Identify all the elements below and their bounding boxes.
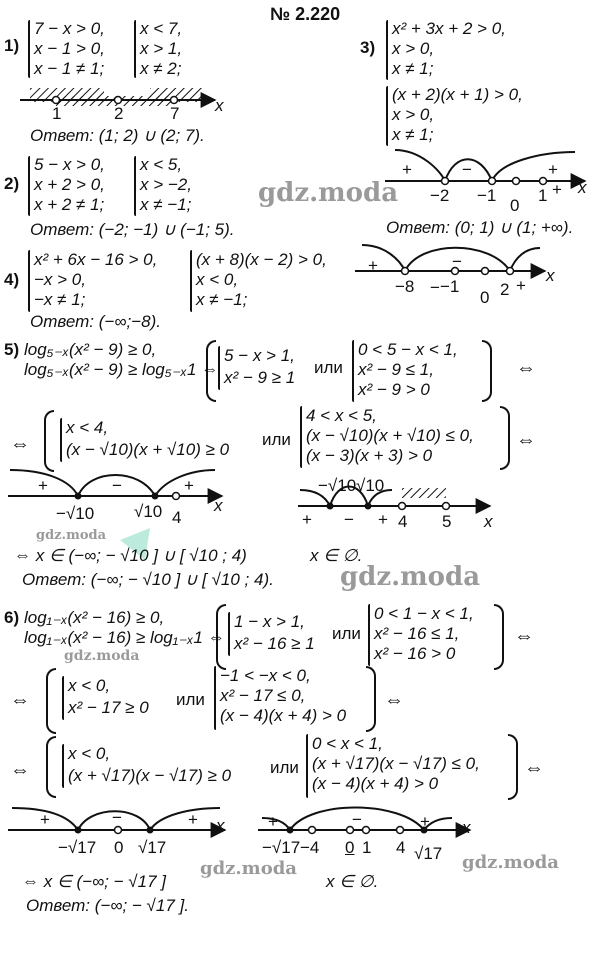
part-6-line-1: log₁₋ₓ(x² − 16) ≥ 0, [24,608,165,627]
part-3-sys-a-2: x > 0, [392,39,435,58]
part-3-sys-b-3: x ≠ 1; [392,125,434,144]
part-5-left-tick-2: √10 [134,502,163,521]
part-6-right-axis: x [462,818,471,837]
part-4-sys-b-3: x ≠ −1; [196,290,248,309]
part-3-axis-label: x [578,178,587,197]
part-6-sys-c-1: x < 0, [68,676,111,695]
part-3-tick-1: −2 [430,186,450,205]
part-6-left-sign-1: + [40,810,50,829]
part-6-sys-e-1: x < 0, [68,744,111,763]
part-3-number: 3) [360,38,376,57]
watermark-5: gdz.moda [200,858,297,879]
part-1-sys-b-2: x > 1, [140,39,183,58]
part-4-sys-a-3: −x ≠ 1; [34,290,86,309]
part-5-sys-a-1: 5 − x > 1, [224,346,295,365]
part-1-axis-label: x [215,96,224,115]
part-5-number: 5) [4,340,20,359]
part-5-sys-c-1: x < 4, [66,418,109,437]
part-6-or-3: или [270,758,299,777]
part-1-sys-b-3: x ≠ 2; [140,59,182,78]
part-6-right-sign-1: + [268,812,278,831]
part-6-right-tick-6: √17 [414,844,443,863]
part-3-tick-4: 1 [538,186,548,205]
part-6-bracket-open-3 [46,736,56,798]
part-2-sys-a-2: x + 2 > 0, [34,175,105,194]
part-1-tick-1: 1 [52,104,62,123]
part-5-sys-b-2: x² − 9 ≤ 1, [358,360,434,379]
watermark-2: gdz.moda [36,528,107,543]
part-5-right-tick-4: 5 [442,512,452,531]
part-4-number: 4) [4,270,20,289]
part-5-left-axis: x [214,496,223,515]
part-3-sign-3: + [548,160,558,179]
part-5-right-tick-1: −√10 [318,476,357,495]
part-2-sys-b-1: x < 5, [140,155,183,174]
part-6-sys-f-3: (x − 4)(x + 4) > 0 [312,774,439,793]
part-2-brace-b [134,156,136,216]
part-6-brace-b [368,604,370,666]
part-6-left-tick-3: √17 [138,838,167,857]
part-5-brace-c [60,418,62,462]
part-4-sign-4: + [516,276,526,295]
part-5-brace-b [352,340,354,402]
part-5-or-2: или [262,430,291,449]
part-5-iff-1: ⇔ [516,357,536,379]
part-5-brace-a [218,346,220,390]
part-6-or-2: или [176,690,205,709]
part-6-brace-e [62,744,64,788]
part-5-right-sign-1: + [302,510,312,529]
part-5-right-sign-3: + [378,510,388,529]
part-5-answer: Ответ: (−∞; − √10 ] ∪ [ √10 ; 4). [22,570,274,589]
part-4-tick-4: 2 [500,280,510,299]
part-4-brace-a [28,250,30,312]
part-6-sys-f-1: 0 < x < 1, [312,734,383,753]
part-6-left-tick-1: −√17 [58,838,97,857]
part-5-left-sign-2: − [112,476,122,495]
part-3-tick-3: 0 [510,196,520,215]
part-6-iff-2: ⇔ [10,689,30,711]
part-6-sys-d-1: −1 < −x < 0, [220,666,311,685]
part-3-brace-b [386,86,388,146]
part-5-left-tick-1: −√10 [56,504,95,523]
part-2-answer: Ответ: (−2; −1) ∪ (−1; 5). [30,220,235,239]
part-5-line-2: log₅₋ₓ(x² − 9) ≥ log₅₋ₓ1 ⇔ [24,360,219,379]
part-5-bracket-open [206,340,216,402]
part-1-sys-a-1: 7 − x > 0, [34,19,105,38]
part-5-result-right: x ∈ ∅. [310,546,363,565]
part-6-bracket-close-3 [508,734,518,800]
part-4-sys-b-2: x < 0, [196,270,239,289]
part-6-bracket-close [494,604,504,670]
part-3-sys-b-2: x > 0, [392,105,435,124]
part-6-iff-3: ⇔ [384,689,404,711]
part-6-or-1: или [332,624,361,643]
part-6-iff-5: ⇔ [524,757,544,779]
part-6-iff-4: ⇔ [10,759,30,781]
part-3-answer: Ответ: (0; 1) ∪ (1; +∞). [386,218,574,237]
part-3-sys-a-3: x ≠ 1; [392,59,434,78]
part-6-sys-d-2: x² − 17 ≤ 0, [220,686,306,705]
part-6-left-sign-2: − [112,808,122,827]
part-5-iff-3: ⇔ [516,429,536,451]
part-6-right-tick-3: 0 [345,838,355,857]
watermark-4: gdz.moda [64,648,140,664]
part-6-brace-f [306,734,308,798]
part-6-result-left: ⇔ x ∈ (−∞; − √17 ] [22,872,166,891]
part-5-sys-c-2: (x − √10)(x + √10) ≥ 0 [66,440,230,459]
part-6-sys-b-3: x² − 16 > 0 [374,644,456,663]
part-4-tick-1: −8 [395,277,415,296]
part-3-sign-2: − [462,160,472,179]
part-6-bracket-open [216,604,226,670]
part-6-sys-c-2: x² − 17 ≥ 0 [68,698,149,717]
part-6-sys-d-3: (x − 4)(x + 4) > 0 [220,706,347,725]
part-4-sign-1: + [368,256,378,275]
part-4-sys-a-1: x² + 6x − 16 > 0, [34,250,158,269]
part-6-right-tick-4: 1 [362,838,372,857]
part-5-sys-b-1: 0 < 5 − x < 1, [358,340,458,359]
part-4-number-line [355,245,545,275]
part-6-right-number-line [258,808,470,834]
part-6-right-tick-2: −4 [300,838,320,857]
part-6-left-axis: x [216,816,225,835]
part-5-sys-b-3: x² − 9 > 0 [358,380,430,399]
part-6-number: 6) [4,608,20,627]
part-6-right-tick-1: −√17 [262,838,301,857]
part-5-line-1: log₅₋ₓ(x² − 9) ≥ 0, [24,340,157,359]
part-2-sys-b-3: x ≠ −1; [140,195,192,214]
part-5-sys-d-3: (x − 3)(x + 3) > 0 [306,446,433,465]
part-4-sys-a-2: −x > 0, [34,270,86,289]
part-6-brace-a [228,612,230,656]
part-1-sys-b-1: x < 7, [140,19,183,38]
part-5-right-tick-2: √10 [356,476,385,495]
part-5-sys-d-1: 4 < x < 5, [306,406,377,425]
part-4-tick-3: 0 [480,288,490,307]
part-5-bracket-close [482,340,492,402]
part-3-sign-4: + [552,180,562,199]
part-6-right-sign-3: + [420,812,430,831]
part-1-sys-a-3: x − 1 ≠ 1; [34,59,105,78]
part-2-sys-a-1: 5 − x > 0, [34,155,105,174]
part-6-right-tick-5: 4 [396,838,406,857]
part-6-left-sign-3: + [188,810,198,829]
part-5-right-tick-3: 4 [398,512,408,531]
part-5-right-sign-2: − [344,510,354,529]
part-1-tick-3: 7 [170,104,180,123]
problem-title: № 2.220 [270,4,341,24]
part-2-number: 2) [4,174,20,193]
part-5-sys-a-2: x² − 9 ≥ 1 [224,368,296,387]
part-2-sys-a-3: x + 2 ≠ 1; [34,195,105,214]
part-6-answer: Ответ: (−∞; − √17 ]. [26,896,189,915]
part-6-brace-d [214,666,216,730]
part-6-bracket-open-2 [46,668,56,734]
part-4-sign-2: − [452,252,462,271]
part-6-sys-f-2: (x + √17)(x − √17) ≤ 0, [312,754,480,773]
part-5-bracket-open-2 [44,410,54,472]
part-1-sys-a-2: x − 1 > 0, [34,39,105,58]
part-5-or-1: или [314,358,343,377]
part-4-tick-2: −1 [440,277,460,296]
part-5-bracket-close-2 [500,406,510,470]
part-3-tick-2: −1 [477,186,497,205]
part-3-sign-1: + [402,160,412,179]
part-4-sign-3: − [430,278,440,297]
part-4-axis-label: x [546,266,555,285]
part-6-left-tick-2: 0 [114,838,124,857]
part-1-answer: Ответ: (1; 2) ∪ (2; 7). [30,126,205,145]
part-5-brace-d [300,406,302,468]
part-5-left-sign-1: + [38,476,48,495]
part-3-sys-a-1: x² + 3x + 2 > 0, [392,19,506,38]
part-1-tick-2: 2 [114,104,124,123]
part-6-line-2: log₁₋ₓ(x² − 16) ≥ log₁₋ₓ1 ⇔ [24,628,225,647]
part-3-sys-b-1: (x + 2)(x + 1) > 0, [392,85,523,104]
part-1-number: 1) [4,36,20,55]
part-2-brace-a [28,156,30,216]
part-2-sys-b-2: x > −2, [140,175,192,194]
part-6-sys-e-2: (x + √17)(x − √17) ≥ 0 [68,766,232,785]
part-6-bracket-close-2 [366,666,376,732]
part-5-result-left: ⇔ x ∈ (−∞; − √10 ] ∪ [ √10 ; 4) [14,546,247,565]
part-6-sys-b-2: x² − 16 ≤ 1, [374,624,460,643]
watermark-1: gdz.moda [258,178,399,208]
watermark-6: gdz.moda [462,852,559,873]
part-4-brace-b [190,250,192,312]
part-4-sys-b-1: (x + 8)(x − 2) > 0, [196,250,327,269]
part-3-brace-a [386,20,388,80]
part-6-sys-b-1: 0 < 1 − x < 1, [374,604,474,623]
part-6-sys-a-2: x² − 16 ≥ 1 [234,634,315,653]
part-6-sys-a-1: 1 − x > 1, [234,612,305,631]
part-6-brace-c [62,676,64,720]
part-6-result-right: x ∈ ∅. [326,872,379,891]
watermark-3: gdz.moda [340,562,481,592]
part-6-iff-1: ⇔ [514,625,534,647]
part-5-left-sign-3: + [184,476,194,495]
part-5-iff-2: ⇔ [10,433,30,455]
part-4-answer: Ответ: (−∞;−8). [30,312,161,331]
part-5-right-axis: x [484,512,493,531]
part-6-right-sign-2: − [352,810,362,829]
part-5-sys-d-2: (x − √10)(x + √10) ≤ 0, [306,426,474,445]
part-5-left-tick-3: 4 [172,508,182,527]
